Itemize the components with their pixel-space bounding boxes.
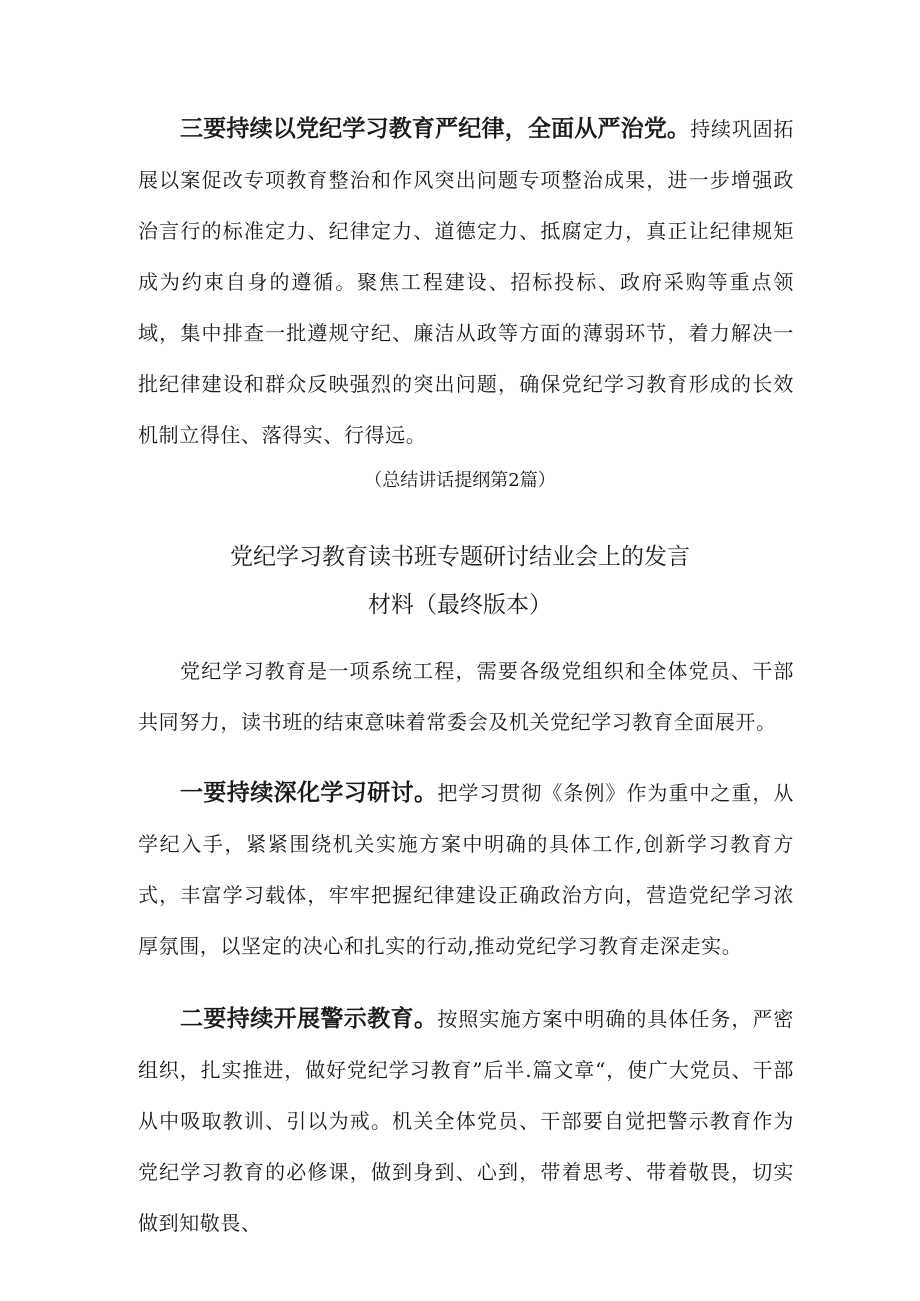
document-title-line-2: 材料（最终版本） [368, 592, 552, 618]
paragraph-lead: 一要持续深化学习研讨。 [180, 780, 438, 806]
paragraph-intro: 党纪学习教育是一项系统工程，需要各级党组织和全体党员、干部共同努力，读书班的结束意味着常委会及机关党纪学习教育全面展开。 [138, 659, 794, 734]
document-title-line-1: 党纪学习教育读书班专题研讨结业会上的发言 [230, 544, 690, 570]
paragraph-lead: 三要持续以党纪学习教育严纪律，全面从严治党。 [180, 116, 691, 142]
paragraph-strict-discipline [138, 104, 794, 461]
paragraph-lead: 二要持续开展警示教育。 [180, 1006, 438, 1032]
section-subtitle: （总结讲话提纲第2篇） [364, 470, 556, 491]
paragraph-warning-education [138, 994, 794, 1249]
paragraph-deepen-study [138, 768, 794, 972]
paragraph-body: 按照实施方案中明确的具体任务，严密组织，扎实推进，做好党纪学习教育”后半.篇文章“，使广大党员、干部从中吸取教训、引以为戒。机关全体党员、干部要自觉把警示教育作为党纪学习教育的必修课，做到身到、心到，带着思考、带着敬畏，切实做到知敬畏、 [138, 1007, 795, 1235]
paragraph-body: 把学习贯彻《条例》作为重中之重，从学纪入手，紧紧围绕机关实施方案中明确的具体工作,创新学习教育方式，丰富学习载体，牢牢把握纪律建设正确政治方向，营造党纪学习浓厚氛围，以坚定的决心和扎实的行动,推动党纪学习教育走深走实。 [138, 781, 795, 958]
paragraph-body: 持续巩固拓展以案促改专项教育整治和作风突出问题专项整治成果，进一步增强政治言行的标准定力、纪律定力、道德定力、抵腐定力，真正让纪律规矩成为约束自身的遵循。聚焦工程建设、招标投标、政府采购等重点领域，集中排查一批遵规守纪、廉洁从政等方面的薄弱环节，着力解决一批纪律建设和群众反映强烈的突出问题，确保党纪学习教育形成的长效机制立得住、落得实、行得远。 [138, 117, 795, 447]
